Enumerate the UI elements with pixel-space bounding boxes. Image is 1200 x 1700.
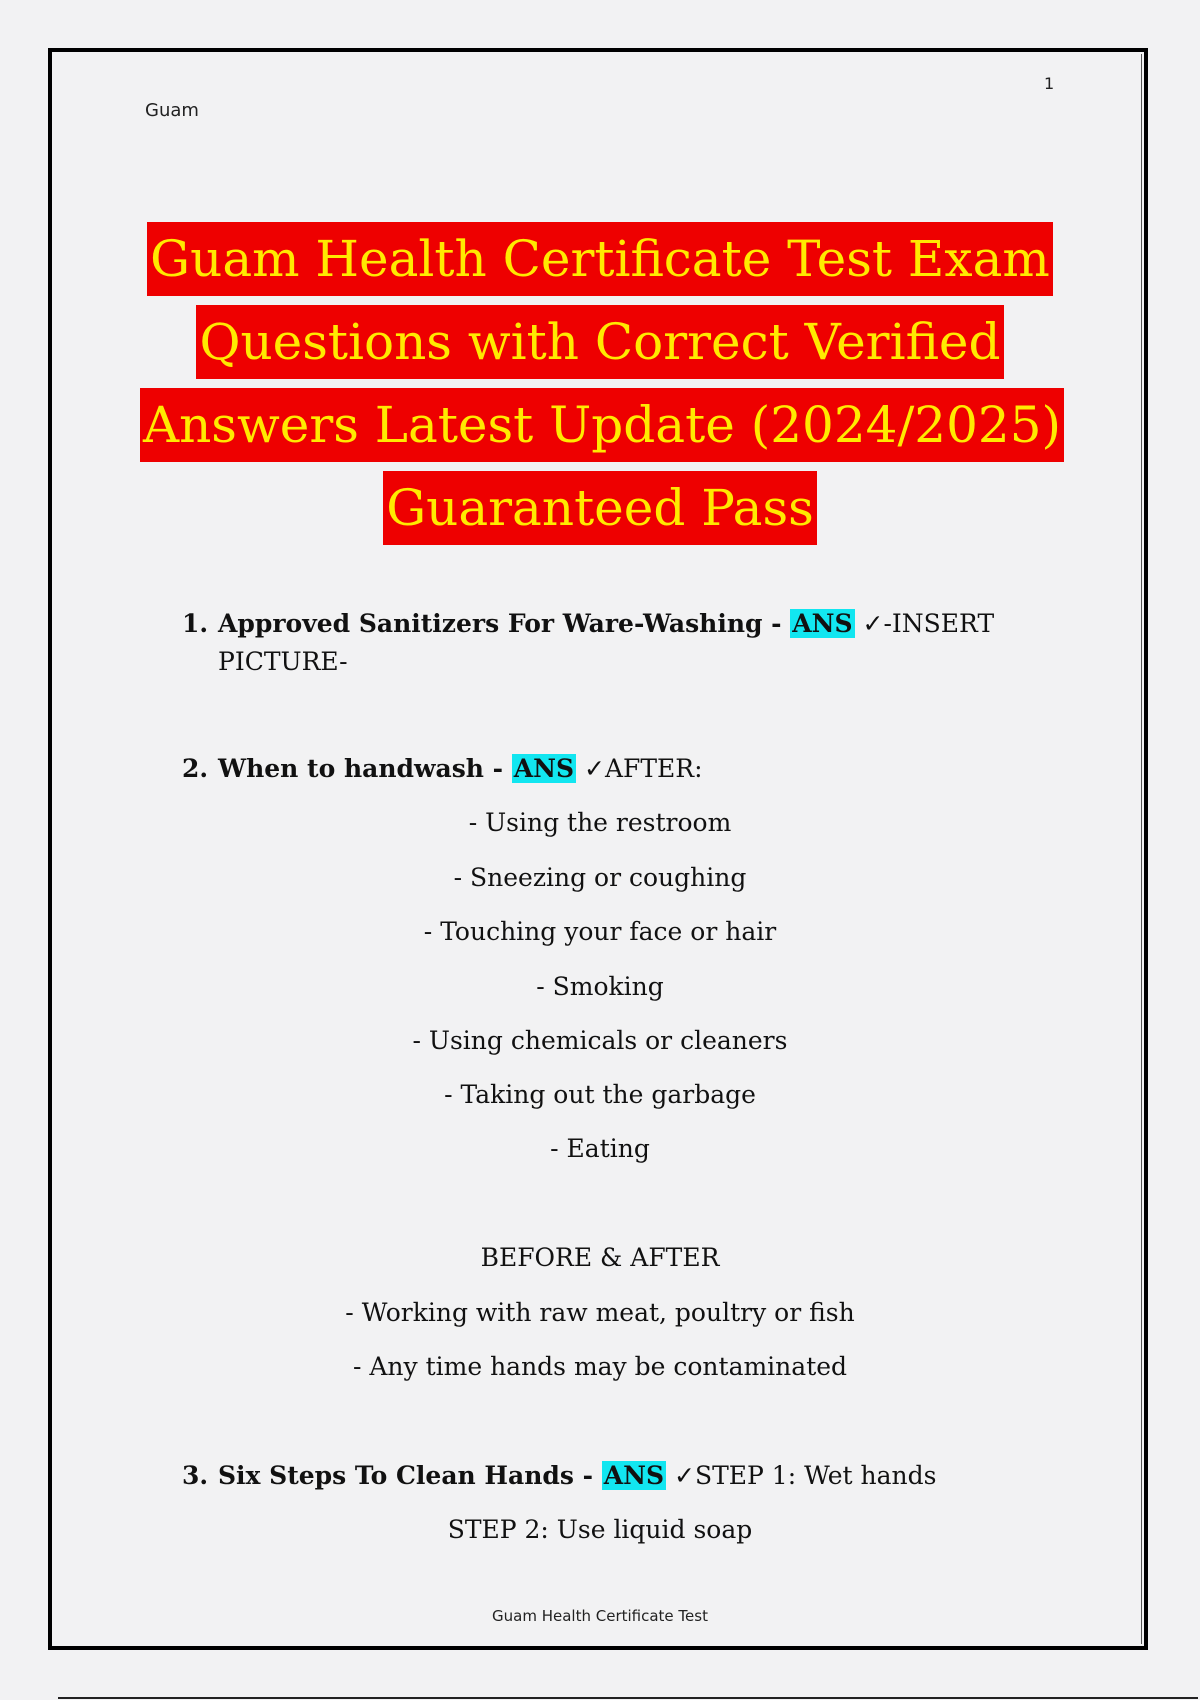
ans-label: ANS <box>603 1461 665 1490</box>
title-line-text: Questions with Correct Verified <box>196 305 1003 379</box>
question-text: Approved Sanitizers For Ware-Washing - <box>218 609 791 638</box>
answer-text: STEP 1: Wet hands <box>694 1461 937 1490</box>
question-2 <box>182 750 703 788</box>
title-line <box>140 388 1060 462</box>
answer-continuation: PICTURE- <box>218 647 348 676</box>
title-line-text: Guaranteed Pass <box>383 471 817 545</box>
question-text: Six Steps To Clean Hands - <box>218 1461 602 1490</box>
question-3 <box>182 1457 936 1495</box>
answer-list-item: - Taking out the garbage <box>444 1080 756 1109</box>
question-text: When to handwash - <box>218 754 512 783</box>
running-header: Guam <box>145 100 199 121</box>
question-number: 2. <box>182 754 209 783</box>
title-line-text: Answers Latest Update (2024/2025) <box>140 388 1064 462</box>
question-number: 3. <box>182 1461 209 1490</box>
title-line <box>140 471 1060 545</box>
ans-label: ANS <box>792 609 853 638</box>
title-line <box>140 305 1060 379</box>
check-icon: ✓ <box>862 609 884 638</box>
question-number: 1. <box>182 609 209 638</box>
check-icon: ✓ <box>584 754 605 783</box>
answer-list-item: - Sneezing or coughing <box>453 863 747 892</box>
next-page-edge <box>58 1697 1198 1699</box>
answer-list-item: - Using the restroom <box>468 808 732 837</box>
question-1 <box>182 605 994 643</box>
document-title <box>140 222 1060 554</box>
title-line <box>140 222 1060 296</box>
answer-text: AFTER: <box>604 754 703 783</box>
running-footer: Guam Health Certificate Test <box>492 1607 708 1625</box>
title-line-text: Guam Health Certificate Test Exam <box>147 222 1053 296</box>
answer-list-item: - Touching your face or hair <box>423 917 777 946</box>
answer-list-item: - Any time hands may be contaminated <box>352 1352 848 1381</box>
answer-section-heading: BEFORE & AFTER <box>480 1243 720 1272</box>
answer-list-item: - Using chemicals or cleaners <box>412 1026 788 1055</box>
answer-list-item: - Eating <box>550 1134 650 1163</box>
page-number: 1 <box>1044 74 1055 93</box>
check-icon: ✓ <box>674 1461 695 1490</box>
answer-list-item: STEP 2: Use liquid soap <box>447 1515 753 1544</box>
ans-label: ANS <box>513 754 575 783</box>
answer-list-item: - Smoking <box>536 972 664 1001</box>
answer-list-item: - Working with raw meat, poultry or fish <box>345 1298 855 1327</box>
answer-text: -INSERT <box>883 609 995 638</box>
